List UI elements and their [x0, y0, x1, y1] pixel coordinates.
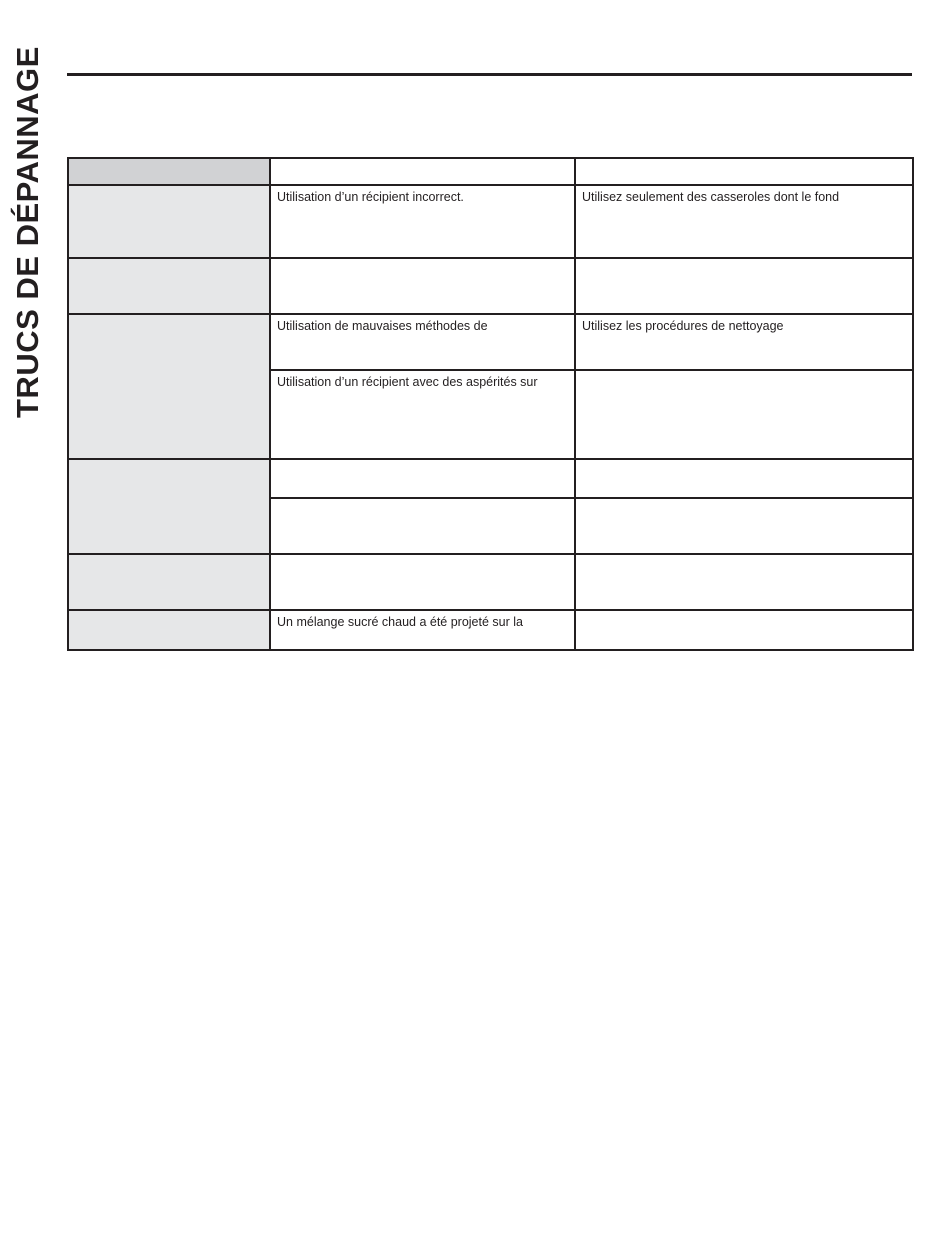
- table-header-row: [68, 158, 913, 185]
- header-cause: [270, 158, 575, 185]
- table-row: [68, 459, 913, 498]
- cause-cell: Utilisation d’un récipient avec des aspérités sur: [270, 370, 575, 459]
- remedy-cell: [575, 459, 913, 498]
- table-row: [68, 314, 913, 370]
- table-row: [68, 258, 913, 314]
- table-row: [68, 185, 913, 258]
- troubleshooting-table: [67, 157, 914, 651]
- problem-cell: [68, 610, 270, 650]
- remedy-cell: [575, 370, 913, 459]
- remedy-cell: Utilisez seulement des casseroles dont le fond: [575, 185, 913, 258]
- cause-cell: [270, 258, 575, 314]
- remedy-cell: [575, 610, 913, 650]
- header-remedy: [575, 158, 913, 185]
- cause-cell: [270, 498, 575, 554]
- remedy-cell: [575, 258, 913, 314]
- cause-cell: [270, 459, 575, 498]
- problem-cell: [68, 459, 270, 554]
- table-row: [68, 554, 913, 610]
- problem-cell: [68, 314, 270, 459]
- cause-cell: [270, 554, 575, 610]
- cause-cell: Utilisation de mauvaises méthodes de: [270, 314, 575, 370]
- problem-cell: [68, 554, 270, 610]
- remedy-cell: [575, 498, 913, 554]
- problem-cell: [68, 185, 270, 258]
- section-title: TRUCS DE DÉPANNAGE: [10, 46, 45, 418]
- header-rule: [67, 73, 912, 76]
- cause-cell: Un mélange sucré chaud a été projeté sur la: [270, 610, 575, 650]
- remedy-cell: [575, 554, 913, 610]
- remedy-cell: Utilisez les procédures de nettoyage: [575, 314, 913, 370]
- problem-cell: [68, 258, 270, 314]
- table-row: [68, 610, 913, 650]
- cause-cell: Utilisation d’un récipient incorrect.: [270, 185, 575, 258]
- header-problem: [68, 158, 270, 185]
